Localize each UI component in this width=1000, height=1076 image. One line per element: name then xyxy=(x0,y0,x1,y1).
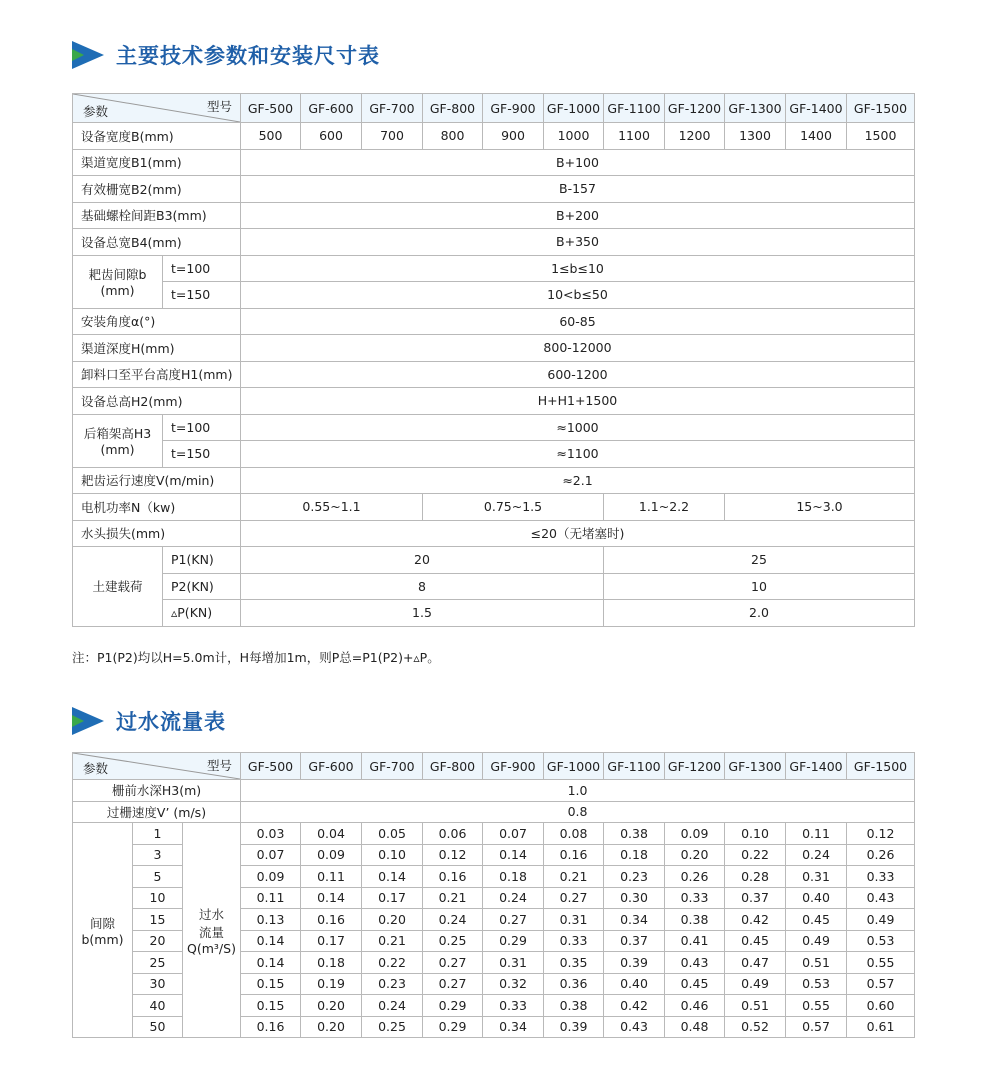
row-label: 设备宽度B(mm) xyxy=(73,123,241,150)
row-label: 设备总宽B4(mm) xyxy=(73,229,241,256)
gap-value: 5 xyxy=(133,866,183,888)
flow-cell: 0.36 xyxy=(544,973,604,995)
specs-heading: 主要技术参数和安装尺寸表 xyxy=(116,44,380,68)
flow-cell: 0.21 xyxy=(362,930,423,952)
model-header: GF-1200 xyxy=(665,753,725,780)
corner-header-cell xyxy=(73,753,241,780)
table-header-row xyxy=(73,94,915,123)
flow-cell: 0.07 xyxy=(483,823,544,845)
flow-cell: 0.45 xyxy=(786,909,847,931)
row-label: 设备总高H2(mm) xyxy=(73,388,241,415)
gap-value: 15 xyxy=(133,909,183,931)
cell: 25 xyxy=(604,547,915,574)
flow-cell: 0.32 xyxy=(483,973,544,995)
cell: B+350 xyxy=(241,229,915,256)
cell: 600 xyxy=(301,123,362,150)
cell: 20 xyxy=(241,547,604,574)
cell: B+200 xyxy=(241,202,915,229)
flow-cell: 0.61 xyxy=(847,1016,915,1038)
cell: ≈1100 xyxy=(241,441,915,468)
flow-cell: 0.11 xyxy=(241,887,301,909)
flow-cell: 0.39 xyxy=(544,1016,604,1038)
rear-box-unit: (mm) xyxy=(100,442,135,457)
flow-cell: 0.17 xyxy=(301,930,362,952)
model-header: GF-1300 xyxy=(725,94,786,123)
flow-cell: 0.22 xyxy=(362,952,423,974)
cell: B+100 xyxy=(241,149,915,176)
model-header: GF-900 xyxy=(483,94,544,123)
model-header: GF-900 xyxy=(483,753,544,780)
row-label: 渠道宽度B1(mm) xyxy=(73,149,241,176)
model-header: GF-1100 xyxy=(604,753,665,780)
flow-cell: 0.42 xyxy=(604,995,665,1017)
flow-cell: 0.19 xyxy=(301,973,362,995)
table-row xyxy=(73,335,915,362)
param-corner-label: 参数 xyxy=(83,104,109,119)
flow-cell: 0.09 xyxy=(665,823,725,845)
rake-gap-unit: (mm) xyxy=(100,283,135,298)
flow-cell: 0.27 xyxy=(423,952,483,974)
flow-cell: 0.57 xyxy=(847,973,915,995)
cell: 1000 xyxy=(544,123,604,150)
flow-cell: 0.05 xyxy=(362,823,423,845)
flow-cell: 0.27 xyxy=(423,973,483,995)
flow-cell: 0.17 xyxy=(362,887,423,909)
flow-cell: 0.12 xyxy=(423,844,483,866)
flow-group-label xyxy=(183,823,241,1038)
cell: 10<b≤50 xyxy=(241,282,915,309)
specs-table xyxy=(72,93,915,627)
flow-cell: 0.29 xyxy=(423,1016,483,1038)
flow-cell: 0.45 xyxy=(725,930,786,952)
rear-box-label: 后箱架高H3 xyxy=(83,426,152,441)
flow-cell: 0.28 xyxy=(725,866,786,888)
table-row xyxy=(73,282,915,309)
flow-cell: 0.14 xyxy=(483,844,544,866)
sub-label: t=100 xyxy=(163,414,241,441)
model-header: GF-1000 xyxy=(544,94,604,123)
gap-value: 50 xyxy=(133,1016,183,1038)
model-corner-label: 型号 xyxy=(206,99,232,114)
sub-label: t=150 xyxy=(163,282,241,309)
flow-cell: 0.40 xyxy=(604,973,665,995)
cell: 8 xyxy=(241,573,604,600)
cell: 0.75~1.5 xyxy=(423,494,604,521)
table-row xyxy=(73,308,915,335)
flow-cell: 0.33 xyxy=(483,995,544,1017)
flow-cell: 0.48 xyxy=(665,1016,725,1038)
model-header: GF-1500 xyxy=(847,94,915,123)
flow-cell: 0.33 xyxy=(665,887,725,909)
gap-value: 25 xyxy=(133,952,183,974)
row-label: 安装角度α(°) xyxy=(73,308,241,335)
model-header: GF-1300 xyxy=(725,753,786,780)
flow-cell: 0.39 xyxy=(604,952,665,974)
flow-cell: 0.29 xyxy=(483,930,544,952)
flow-cell: 0.47 xyxy=(725,952,786,974)
flow-cell: 0.18 xyxy=(483,866,544,888)
arrow-bullet-icon xyxy=(72,41,106,69)
flow-cell: 0.29 xyxy=(423,995,483,1017)
flow-cell: 0.13 xyxy=(241,909,301,931)
cell: 1200 xyxy=(665,123,725,150)
flow-cell: 0.53 xyxy=(786,973,847,995)
cell: 900 xyxy=(483,123,544,150)
flow-cell: 0.24 xyxy=(786,844,847,866)
flow-cell: 0.49 xyxy=(786,930,847,952)
flow-cell: 0.40 xyxy=(786,887,847,909)
flow-cell: 0.57 xyxy=(786,1016,847,1038)
row-label: 卸料口至平台高度H1(mm) xyxy=(73,361,241,388)
sub-label: P1(KN) xyxy=(163,547,241,574)
row-label: 渠道深度H(mm) xyxy=(73,335,241,362)
sub-label: ▵P(KN) xyxy=(163,600,241,627)
model-header: GF-500 xyxy=(241,94,301,123)
civil-load-label: 土建载荷 xyxy=(73,547,163,627)
flow-label-2: 流量 xyxy=(199,924,225,940)
gap-value: 40 xyxy=(133,995,183,1017)
flow-cell: 0.10 xyxy=(725,823,786,845)
flow-cell: 0.14 xyxy=(362,866,423,888)
row-label: 过栅速度V’ (m/s) xyxy=(73,801,241,823)
flow-cell: 0.37 xyxy=(725,887,786,909)
flow-cell: 0.33 xyxy=(847,866,915,888)
table-row xyxy=(73,255,915,282)
cell: B-157 xyxy=(241,176,915,203)
flow-cell: 0.15 xyxy=(241,973,301,995)
row-label: 有效栅宽B2(mm) xyxy=(73,176,241,203)
cell: ≈2.1 xyxy=(241,467,915,494)
flow-cell: 0.51 xyxy=(786,952,847,974)
cell: 800-12000 xyxy=(241,335,915,362)
table-row xyxy=(73,801,915,823)
cell: 600-1200 xyxy=(241,361,915,388)
flow-cell: 0.49 xyxy=(725,973,786,995)
model-header: GF-1100 xyxy=(604,94,665,123)
flow-cell: 0.30 xyxy=(604,887,665,909)
flow-cell: 0.43 xyxy=(847,887,915,909)
flow-cell: 0.35 xyxy=(544,952,604,974)
flow-cell: 0.41 xyxy=(665,930,725,952)
table-row xyxy=(73,441,915,468)
flow-cell: 0.08 xyxy=(544,823,604,845)
table-note: 注：P1(P2)均以H=5.0m计，H每增加1m，则P总=P1(P2)+▵P。 xyxy=(72,650,440,665)
row-label: 基础螺栓间距B3(mm) xyxy=(73,202,241,229)
gap-unit: b(mm) xyxy=(81,931,124,947)
flow-cell: 0.07 xyxy=(241,844,301,866)
flow-cell: 0.20 xyxy=(301,995,362,1017)
flow-cell: 0.46 xyxy=(665,995,725,1017)
model-header: GF-700 xyxy=(362,753,423,780)
flow-cell: 0.14 xyxy=(241,952,301,974)
cell: 1.0 xyxy=(241,780,915,802)
flow-cell: 0.06 xyxy=(423,823,483,845)
sub-label: t=100 xyxy=(163,255,241,282)
cell: 1300 xyxy=(725,123,786,150)
flow-cell: 0.14 xyxy=(241,930,301,952)
table-row xyxy=(73,573,915,600)
row-label-group xyxy=(73,255,163,308)
cell: 1.5 xyxy=(241,600,604,627)
flow-cell: 0.10 xyxy=(362,844,423,866)
table-row xyxy=(73,600,915,627)
cell: 1400 xyxy=(786,123,847,150)
flow-cell: 0.38 xyxy=(604,823,665,845)
table-row xyxy=(73,823,915,845)
model-header: GF-1400 xyxy=(786,94,847,123)
row-label: 水头损失(mm) xyxy=(73,520,241,547)
model-header: GF-1400 xyxy=(786,753,847,780)
cell: 0.8 xyxy=(241,801,915,823)
sub-label: t=150 xyxy=(163,441,241,468)
flow-cell: 0.18 xyxy=(301,952,362,974)
cell: 10 xyxy=(604,573,915,600)
gap-value: 1 xyxy=(133,823,183,845)
gap-value: 20 xyxy=(133,930,183,952)
flow-cell: 0.24 xyxy=(483,887,544,909)
cell: 2.0 xyxy=(604,600,915,627)
flow-cell: 0.14 xyxy=(301,887,362,909)
cell: 15~3.0 xyxy=(725,494,915,521)
flow-cell: 0.53 xyxy=(847,930,915,952)
flow-cell: 0.23 xyxy=(362,973,423,995)
flow-cell: 0.34 xyxy=(483,1016,544,1038)
flow-cell: 0.31 xyxy=(544,909,604,931)
flow-cell: 0.38 xyxy=(544,995,604,1017)
table-row xyxy=(73,202,915,229)
flow-table xyxy=(72,752,915,1038)
flow-cell: 0.45 xyxy=(665,973,725,995)
row-label: 电机功率N（kw) xyxy=(73,494,241,521)
flow-cell: 0.20 xyxy=(362,909,423,931)
flow-cell: 0.31 xyxy=(483,952,544,974)
flow-cell: 0.03 xyxy=(241,823,301,845)
flow-cell: 0.37 xyxy=(604,930,665,952)
model-header: GF-1200 xyxy=(665,94,725,123)
flow-cell: 0.42 xyxy=(725,909,786,931)
cell: 0.55~1.1 xyxy=(241,494,423,521)
table-row xyxy=(73,494,915,521)
flow-cell: 0.34 xyxy=(604,909,665,931)
cell: 800 xyxy=(423,123,483,150)
gap-value: 10 xyxy=(133,887,183,909)
flow-cell: 0.55 xyxy=(847,952,915,974)
flow-cell: 0.25 xyxy=(423,930,483,952)
section-title-specs xyxy=(72,40,380,70)
table-row xyxy=(73,123,915,150)
model-header: GF-1000 xyxy=(544,753,604,780)
table-row xyxy=(73,149,915,176)
flow-cell: 0.04 xyxy=(301,823,362,845)
gap-group-label xyxy=(73,823,133,1038)
flow-cell: 0.33 xyxy=(544,930,604,952)
cell: ≈1000 xyxy=(241,414,915,441)
flow-cell: 0.11 xyxy=(786,823,847,845)
flow-cell: 0.20 xyxy=(665,844,725,866)
flow-cell: 0.24 xyxy=(362,995,423,1017)
model-header: GF-1500 xyxy=(847,753,915,780)
flow-cell: 0.49 xyxy=(847,909,915,931)
table-row xyxy=(73,520,915,547)
gap-value: 30 xyxy=(133,973,183,995)
cell: 1100 xyxy=(604,123,665,150)
table-row xyxy=(73,467,915,494)
flow-cell: 0.31 xyxy=(786,866,847,888)
flow-cell: 0.24 xyxy=(423,909,483,931)
table-row xyxy=(73,229,915,256)
flow-cell: 0.16 xyxy=(544,844,604,866)
model-corner-label: 型号 xyxy=(207,758,233,773)
flow-cell: 0.16 xyxy=(301,909,362,931)
flow-cell: 0.12 xyxy=(847,823,915,845)
flow-cell: 0.09 xyxy=(301,844,362,866)
table-row xyxy=(73,361,915,388)
flow-cell: 0.25 xyxy=(362,1016,423,1038)
table-header-row xyxy=(73,753,915,780)
flow-cell: 0.11 xyxy=(301,866,362,888)
param-corner-label: 参数 xyxy=(83,761,109,776)
flow-cell: 0.55 xyxy=(786,995,847,1017)
flow-cell: 0.22 xyxy=(725,844,786,866)
cell: 1≤b≤10 xyxy=(241,255,915,282)
flow-cell: 0.26 xyxy=(847,844,915,866)
flow-cell: 0.43 xyxy=(665,952,725,974)
flow-label-1: 过水 xyxy=(199,906,225,922)
cell: 1.1~2.2 xyxy=(604,494,725,521)
model-header: GF-600 xyxy=(301,94,362,123)
model-header: GF-600 xyxy=(301,753,362,780)
flow-cell: 0.51 xyxy=(725,995,786,1017)
flow-cell: 0.60 xyxy=(847,995,915,1017)
flow-cell: 0.15 xyxy=(241,995,301,1017)
model-header: GF-800 xyxy=(423,94,483,123)
section-title-flow xyxy=(72,706,226,736)
row-label: 栅前水深H3(m) xyxy=(73,780,241,802)
flow-cell: 0.38 xyxy=(665,909,725,931)
flow-cell: 0.21 xyxy=(544,866,604,888)
flow-cell: 0.18 xyxy=(604,844,665,866)
flow-cell: 0.09 xyxy=(241,866,301,888)
cell: ≤20（无堵塞时) xyxy=(241,520,915,547)
cell: 1500 xyxy=(847,123,915,150)
flow-cell: 0.43 xyxy=(604,1016,665,1038)
cell: 60-85 xyxy=(241,308,915,335)
cell: 700 xyxy=(362,123,423,150)
model-header: GF-500 xyxy=(241,753,301,780)
table-row xyxy=(73,780,915,802)
flow-cell: 0.52 xyxy=(725,1016,786,1038)
table-row xyxy=(73,388,915,415)
arrow-bullet-icon xyxy=(72,707,106,735)
model-header: GF-800 xyxy=(423,753,483,780)
cell: 500 xyxy=(241,123,301,150)
corner-header-cell xyxy=(73,94,241,123)
flow-cell: 0.16 xyxy=(423,866,483,888)
flow-unit: Q(m³/S) xyxy=(187,940,236,956)
table-row xyxy=(73,547,915,574)
gap-value: 3 xyxy=(133,844,183,866)
flow-cell: 0.27 xyxy=(483,909,544,931)
flow-rows xyxy=(73,823,915,1038)
flow-heading: 过水流量表 xyxy=(116,710,226,734)
flow-cell: 0.20 xyxy=(301,1016,362,1038)
table-row xyxy=(73,414,915,441)
row-label-group xyxy=(73,414,163,467)
flow-cell: 0.16 xyxy=(241,1016,301,1038)
flow-cell: 0.27 xyxy=(544,887,604,909)
flow-cell: 0.21 xyxy=(423,887,483,909)
model-header: GF-700 xyxy=(362,94,423,123)
flow-cell: 0.23 xyxy=(604,866,665,888)
table-row xyxy=(73,176,915,203)
flow-cell: 0.26 xyxy=(665,866,725,888)
row-label: 耙齿运行速度V(m/min) xyxy=(73,467,241,494)
sub-label: P2(KN) xyxy=(163,573,241,600)
cell: H+H1+1500 xyxy=(241,388,915,415)
gap-label: 间隙 xyxy=(89,915,115,931)
rake-gap-label: 耙齿间隙b xyxy=(88,267,147,282)
